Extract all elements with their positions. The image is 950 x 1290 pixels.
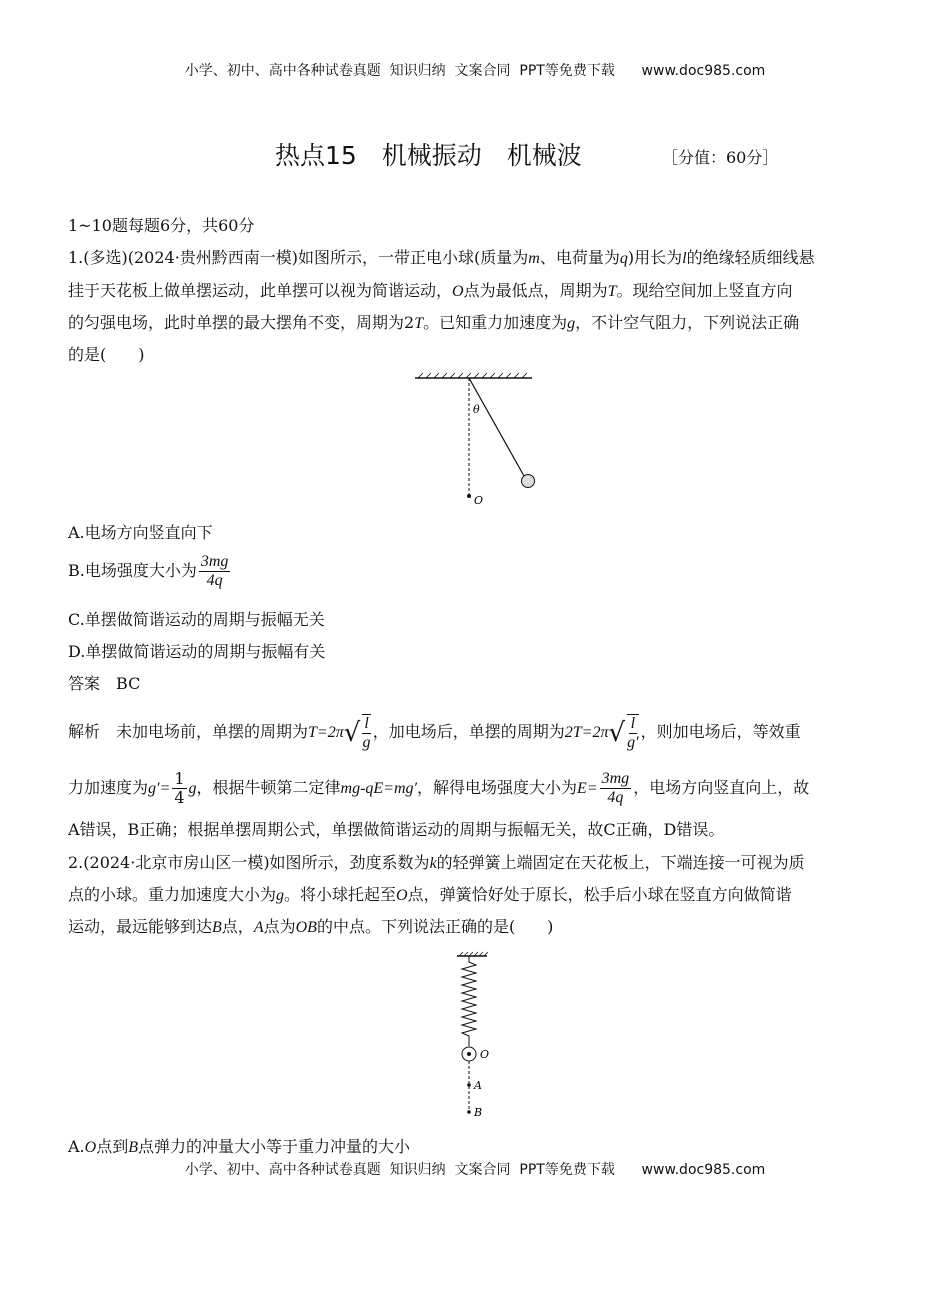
var: T xyxy=(414,315,424,332)
numerator: l xyxy=(364,714,369,732)
string xyxy=(469,378,524,476)
formula: 2T=2π xyxy=(564,724,609,741)
var: B xyxy=(212,919,222,936)
var: l xyxy=(682,250,687,267)
text: 。将小球托起至 xyxy=(284,885,397,904)
var: B xyxy=(128,1139,138,1156)
q2-line xyxy=(68,853,805,874)
q1-option-d: D.单摆做简谐运动的周期与振幅有关 xyxy=(68,642,326,661)
text: 2.(2024·北京市房山区一模)如图所示，劲度系数为 xyxy=(68,853,430,872)
var: O xyxy=(84,1139,97,1156)
text: ，电场方向竖直向上，故 xyxy=(633,778,810,797)
formula: mg-qE=mg′ xyxy=(340,780,418,797)
numerator: l xyxy=(630,714,636,732)
text: 力加速度为 xyxy=(68,778,149,797)
text: 运动，最远能够到达 xyxy=(68,917,213,936)
point-a xyxy=(467,1083,471,1087)
formula: g′= xyxy=(148,780,171,797)
text: 。现给空间加上竖直方向 xyxy=(616,281,793,300)
denominator: g′ xyxy=(627,733,639,751)
text: A. xyxy=(68,1137,85,1156)
denominator: 4q xyxy=(206,572,223,589)
text: ，解得电场强度大小为 xyxy=(417,778,578,797)
text: B.电场强度大小为 xyxy=(68,561,197,580)
text: 的绝缘轻质细线悬 xyxy=(686,248,815,267)
var: O xyxy=(396,887,408,904)
analysis-line xyxy=(68,712,801,753)
instructions: 1~10题每题6分，共60分 xyxy=(68,216,255,235)
fraction xyxy=(600,770,632,807)
sqrt: √ $\frac{l}{g}$ xyxy=(343,714,371,751)
denominator: 4q xyxy=(607,789,624,806)
analysis-line xyxy=(68,768,809,809)
q2-line xyxy=(68,917,553,938)
text: 解析 未加电场前，单摆的周期为 xyxy=(68,722,309,741)
text: ，根据牛顿第二定律 xyxy=(196,778,341,797)
q1-line xyxy=(68,281,793,302)
point-o xyxy=(467,494,471,498)
var: OB xyxy=(295,919,317,936)
theta-label: θ xyxy=(473,403,480,416)
text: 的轻弹簧上端固定在天花板上，下端连接一可视为质 xyxy=(436,853,805,872)
q1-option-c: C.单摆做简谐运动的周期与振幅无关 xyxy=(68,610,325,629)
text: ，加电场后，单摆的周期为 xyxy=(372,722,565,741)
point-b xyxy=(467,1110,471,1114)
answer-value: BC xyxy=(116,674,141,693)
ball xyxy=(522,475,535,488)
denominator: g xyxy=(362,733,371,751)
q1-answer xyxy=(68,674,140,694)
answer-label: 答案 xyxy=(68,674,101,693)
var: k xyxy=(429,855,437,872)
page-title: 热点15 机械振动 机械波 xyxy=(275,141,582,170)
q1-option-a: A.电场方向竖直向下 xyxy=(68,523,213,542)
var: m xyxy=(528,250,540,267)
q2-option-a xyxy=(68,1137,410,1158)
sqrt: √ $\frac{l}{g'}$ xyxy=(608,714,639,751)
formula: g xyxy=(188,780,197,797)
spring-figure xyxy=(450,950,500,1125)
analysis-line: A错误，B正确；根据单摆周期公式，单摆做简谐运动的周期与振幅无关，故C正确，D错误。 xyxy=(68,820,725,839)
text: 点的小球。重力加速度大小为 xyxy=(68,885,277,904)
a-label: A xyxy=(474,1079,482,1092)
text: ，则加电场后，等效重 xyxy=(640,722,801,741)
page-header: 小学、初中、高中各种试卷真题 知识归纳 文案合同 PPT等免费下载 www.doc985.com xyxy=(184,63,766,79)
q1-option-b xyxy=(68,553,232,590)
text: 点到 xyxy=(96,1137,129,1156)
pendulum-figure xyxy=(410,372,540,512)
spring xyxy=(462,956,476,1046)
q1-line xyxy=(68,313,799,334)
var: g xyxy=(276,887,285,904)
formula: T=2π xyxy=(308,724,344,741)
text: 。已知重力加速度为 xyxy=(423,313,568,332)
q1-line xyxy=(68,248,815,269)
text: 挂于天花板上做单摆运动，此单摆可以视为简谐运动， xyxy=(68,281,453,300)
text: 点， xyxy=(221,917,254,936)
q2-line xyxy=(68,885,792,906)
denominator: 4 xyxy=(174,788,185,807)
numerator: 1 xyxy=(174,769,185,788)
score-note: ［分值：60分］ xyxy=(662,148,779,167)
q1-line: 的是( ) xyxy=(68,345,145,364)
fraction xyxy=(199,553,231,590)
text: 点为 xyxy=(263,917,296,936)
numerator: 3mg xyxy=(601,770,630,787)
o-label: O xyxy=(480,1048,490,1061)
text: 点为最低点，周期为 xyxy=(463,281,608,300)
text: )用长为 xyxy=(627,248,683,267)
text: 点，弹簧恰好处于原长，松手后小球在竖直方向做简谐 xyxy=(407,885,792,904)
text: ，不计空气阻力，下列说法正确 xyxy=(575,313,800,332)
text: 点弹力的冲量大小等于重力冲量的大小 xyxy=(138,1137,411,1156)
text: 1.(多选)(2024·贵州黔西南一模)如图所示，一带正电小球(质量为 xyxy=(68,248,529,267)
b-label: B xyxy=(474,1106,483,1119)
text: 的中点。下列说法正确的是( ) xyxy=(316,917,554,936)
var: O xyxy=(452,283,464,300)
fraction xyxy=(172,770,186,807)
text: 、电荷量为 xyxy=(539,248,620,267)
numerator: 3mg xyxy=(200,553,229,570)
formula: E= xyxy=(577,780,598,797)
var: g xyxy=(567,315,576,332)
var: T xyxy=(607,283,617,300)
var: q xyxy=(619,250,628,267)
var: A xyxy=(253,919,264,936)
page-footer: 小学、初中、高中各种试卷真题 知识归纳 文案合同 PPT等免费下载 www.doc985.com xyxy=(184,1162,766,1178)
text: 的匀强电场，此时单摆的最大摆角不变，周期为2 xyxy=(68,313,415,332)
o-label: O xyxy=(474,494,484,507)
ball-center xyxy=(467,1052,471,1056)
